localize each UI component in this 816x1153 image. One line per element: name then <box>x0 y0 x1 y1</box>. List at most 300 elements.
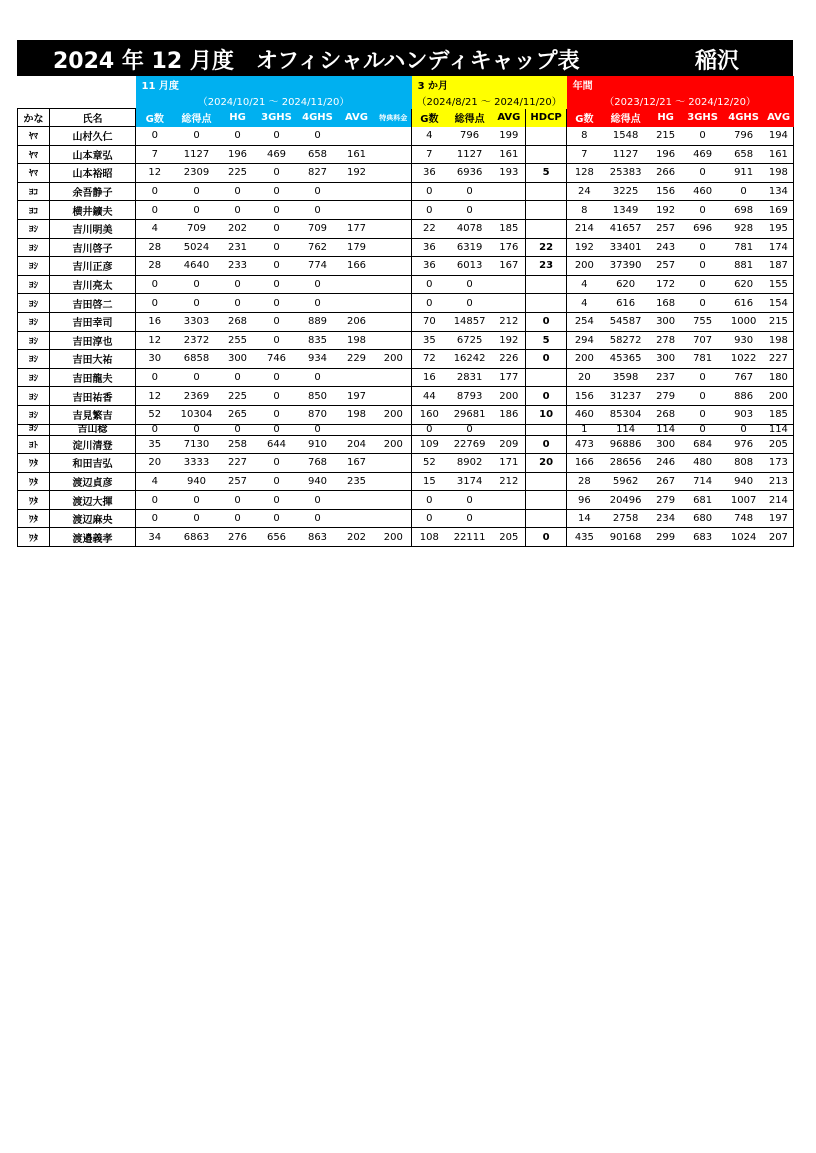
cell-year-value: 198 <box>764 164 794 183</box>
cell-hdcp <box>526 491 567 510</box>
cell-year-value: 134 <box>764 182 794 201</box>
header-name: 氏名 <box>50 109 136 127</box>
cell-year-value: 684 <box>682 435 724 454</box>
cell-month-value: 870 <box>298 405 338 424</box>
cell-month-value: 34 <box>136 528 174 547</box>
cell-month-value <box>376 182 412 201</box>
cell-month-value <box>338 275 376 294</box>
cell-year-value: 174 <box>764 238 794 257</box>
cell-year-value: 234 <box>650 509 682 528</box>
header-month-col: HG <box>220 109 256 127</box>
cell-month-value: 204 <box>338 435 376 454</box>
cell-month-value: 227 <box>220 454 256 473</box>
cell-month-value: 746 <box>256 350 298 369</box>
cell-name: 吉見繁吉 <box>50 405 136 424</box>
cell-year-value: 2758 <box>602 509 650 528</box>
cell-month-value <box>376 424 412 435</box>
cell-month-value: 6863 <box>174 528 220 547</box>
cell-kana: ﾖｼ <box>18 312 50 331</box>
cell-year-value: 881 <box>724 257 764 276</box>
cell-year-value: 707 <box>682 331 724 350</box>
cell-year-value: 1349 <box>602 201 650 220</box>
cell-three-value: 200 <box>493 387 526 406</box>
cell-three-value: 36 <box>412 238 447 257</box>
table-row <box>18 472 794 491</box>
cell-year-value: 266 <box>650 164 682 183</box>
cell-month-value: 1127 <box>174 145 220 164</box>
cell-month-value <box>376 454 412 473</box>
cell-year-value: 681 <box>682 491 724 510</box>
cell-hdcp: 22 <box>526 238 567 257</box>
cell-year-value: 1 <box>567 424 602 435</box>
cell-year-value: 161 <box>764 145 794 164</box>
cell-year-value: 435 <box>567 528 602 547</box>
header-three-col: G数 <box>412 109 447 127</box>
cell-kana: ﾔﾏ <box>18 164 50 183</box>
cell-three-value: 8902 <box>447 454 493 473</box>
cell-year-value: 155 <box>764 275 794 294</box>
cell-year-value: 940 <box>724 472 764 491</box>
cell-year-value: 300 <box>650 350 682 369</box>
cell-year-value: 28656 <box>602 454 650 473</box>
cell-three-value: 226 <box>493 350 526 369</box>
cell-three-value: 161 <box>493 145 526 164</box>
cell-month-value: 0 <box>220 127 256 146</box>
cell-year-value: 0 <box>682 405 724 424</box>
cell-month-value: 0 <box>256 201 298 220</box>
cell-year-value: 698 <box>724 201 764 220</box>
cell-three-value: 52 <box>412 454 447 473</box>
cell-month-value: 0 <box>136 294 174 313</box>
cell-year-value: 0 <box>682 294 724 313</box>
cell-kana: ﾖｺ <box>18 182 50 201</box>
cell-three-value: 16242 <box>447 350 493 369</box>
cell-year-value: 168 <box>650 294 682 313</box>
cell-month-value: 0 <box>136 127 174 146</box>
cell-kana: ﾖｼ <box>18 238 50 257</box>
table-row <box>18 312 794 331</box>
cell-name: 渡邉義孝 <box>50 528 136 547</box>
cell-month-value: 0 <box>256 387 298 406</box>
cell-year-value: 200 <box>567 257 602 276</box>
cell-name: 吉川明美 <box>50 219 136 238</box>
cell-year-value: 8 <box>567 127 602 146</box>
cell-month-value: 200 <box>376 350 412 369</box>
cell-month-value: 0 <box>256 164 298 183</box>
cell-year-value: 114 <box>764 424 794 435</box>
cell-name: 淀川清登 <box>50 435 136 454</box>
cell-year-value: 0 <box>724 424 764 435</box>
cell-name: 余吾静子 <box>50 182 136 201</box>
cell-year-value: 4 <box>567 275 602 294</box>
cell-year-value: 658 <box>724 145 764 164</box>
cell-month-value: 0 <box>220 509 256 528</box>
cell-hdcp <box>526 145 567 164</box>
cell-name: 和田吉弘 <box>50 454 136 473</box>
cell-year-value: 0 <box>682 238 724 257</box>
cell-three-value: 6725 <box>447 331 493 350</box>
cell-month-value: 768 <box>298 454 338 473</box>
cell-year-value: 196 <box>650 145 682 164</box>
cell-month-value <box>376 331 412 350</box>
cell-month-value: 2309 <box>174 164 220 183</box>
cell-kana: ﾖﾄ <box>18 435 50 454</box>
cell-kana: ﾖｼ <box>18 387 50 406</box>
period-month-label: 11 月度 <box>136 76 412 92</box>
cell-month-value: 258 <box>220 435 256 454</box>
cell-hdcp <box>526 424 567 435</box>
cell-month-value: 0 <box>298 182 338 201</box>
cell-month-value: 0 <box>136 424 174 435</box>
cell-year-value: 616 <box>724 294 764 313</box>
cell-name: 山本章弘 <box>50 145 136 164</box>
table-row <box>18 454 794 473</box>
cell-month-value <box>338 294 376 313</box>
cell-year-value: 45365 <box>602 350 650 369</box>
cell-kana: ﾜﾀ <box>18 509 50 528</box>
cell-month-value: 656 <box>256 528 298 547</box>
cell-month-value: 0 <box>298 424 338 435</box>
cell-year-value: 246 <box>650 454 682 473</box>
cell-month-value <box>376 219 412 238</box>
cell-month-value <box>376 472 412 491</box>
cell-name: 渡辺大揮 <box>50 491 136 510</box>
cell-month-value: 0 <box>174 127 220 146</box>
cell-month-value <box>376 491 412 510</box>
period-three-range: （2024/8/21 ～ 2024/11/20） <box>412 92 567 109</box>
cell-month-value: 0 <box>174 182 220 201</box>
cell-year-value: 620 <box>602 275 650 294</box>
header-month-col: 4GHS <box>298 109 338 127</box>
cell-name: 吉田大祐 <box>50 350 136 369</box>
cell-month-value: 200 <box>376 405 412 424</box>
cell-three-value: 22 <box>412 219 447 238</box>
cell-month-value: 5024 <box>174 238 220 257</box>
cell-three-value: 0 <box>412 182 447 201</box>
cell-month-value: 0 <box>298 294 338 313</box>
cell-month-value: 16 <box>136 312 174 331</box>
cell-hdcp <box>526 275 567 294</box>
cell-year-value: 25383 <box>602 164 650 183</box>
cell-month-value: 197 <box>338 387 376 406</box>
cell-year-value: 278 <box>650 331 682 350</box>
cell-three-value: 109 <box>412 435 447 454</box>
cell-month-value: 0 <box>136 491 174 510</box>
cell-year-value: 28 <box>567 472 602 491</box>
cell-year-value: 930 <box>724 331 764 350</box>
cell-year-value: 200 <box>567 350 602 369</box>
cell-year-value: 54587 <box>602 312 650 331</box>
cell-three-value: 185 <box>493 219 526 238</box>
cell-month-value: 0 <box>174 294 220 313</box>
cell-name: 吉山稔 <box>50 424 136 435</box>
table-row <box>18 201 794 220</box>
cell-three-value <box>493 424 526 435</box>
cell-kana: ﾖｼ <box>18 405 50 424</box>
cell-three-value <box>493 509 526 528</box>
header-three-col: 総得点 <box>447 109 493 127</box>
cell-month-value: 255 <box>220 331 256 350</box>
cell-year-value: 480 <box>682 454 724 473</box>
cell-year-value: 197 <box>764 509 794 528</box>
cell-month-value: 166 <box>338 257 376 276</box>
cell-year-value: 714 <box>682 472 724 491</box>
cell-year-value: 911 <box>724 164 764 183</box>
cell-month-value: 229 <box>338 350 376 369</box>
cell-month-value: 0 <box>220 182 256 201</box>
cell-hdcp <box>526 201 567 220</box>
cell-year-value: 169 <box>764 201 794 220</box>
cell-three-value: 167 <box>493 257 526 276</box>
cell-hdcp: 0 <box>526 435 567 454</box>
cell-year-value: 257 <box>650 219 682 238</box>
cell-year-value: 0 <box>682 387 724 406</box>
cell-month-value: 7 <box>136 145 174 164</box>
cell-month-value: 0 <box>220 275 256 294</box>
cell-year-value: 1127 <box>602 145 650 164</box>
cell-year-value: 0 <box>682 164 724 183</box>
cell-month-value: 0 <box>136 368 174 387</box>
cell-month-value: 0 <box>298 127 338 146</box>
table-row <box>18 368 794 387</box>
cell-month-value: 0 <box>174 509 220 528</box>
cell-year-value: 0 <box>682 257 724 276</box>
cell-year-value: 460 <box>682 182 724 201</box>
cell-three-value: 36 <box>412 164 447 183</box>
cell-month-value <box>376 238 412 257</box>
cell-month-value: 7130 <box>174 435 220 454</box>
cell-three-value: 0 <box>447 509 493 528</box>
header-year-col: AVG <box>764 109 794 127</box>
cell-year-value: 180 <box>764 368 794 387</box>
cell-year-value: 7 <box>567 145 602 164</box>
cell-hdcp: 10 <box>526 405 567 424</box>
cell-three-value: 192 <box>493 331 526 350</box>
cell-three-value: 14857 <box>447 312 493 331</box>
cell-three-value: 0 <box>447 201 493 220</box>
cell-three-value: 177 <box>493 368 526 387</box>
cell-month-value: 52 <box>136 405 174 424</box>
cell-month-value: 0 <box>298 368 338 387</box>
cell-year-value: 5962 <box>602 472 650 491</box>
cell-year-value: 192 <box>650 201 682 220</box>
cell-year-value: 37390 <box>602 257 650 276</box>
cell-hdcp: 20 <box>526 454 567 473</box>
cell-month-value: 198 <box>338 405 376 424</box>
cell-month-value: 233 <box>220 257 256 276</box>
cell-month-value: 0 <box>256 182 298 201</box>
cell-month-value: 161 <box>338 145 376 164</box>
cell-hdcp <box>526 127 567 146</box>
cell-month-value: 3303 <box>174 312 220 331</box>
cell-month-value: 35 <box>136 435 174 454</box>
cell-kana: ﾖｺ <box>18 201 50 220</box>
cell-month-value <box>338 127 376 146</box>
table-row <box>18 127 794 146</box>
cell-month-value: 202 <box>220 219 256 238</box>
cell-kana: ﾜﾀ <box>18 528 50 547</box>
cell-year-value: 0 <box>682 368 724 387</box>
cell-three-value: 0 <box>412 509 447 528</box>
cell-year-value: 1022 <box>724 350 764 369</box>
cell-month-value: 934 <box>298 350 338 369</box>
table-row <box>18 275 794 294</box>
cell-month-value: 850 <box>298 387 338 406</box>
cell-hdcp: 5 <box>526 331 567 350</box>
cell-year-value: 808 <box>724 454 764 473</box>
cell-three-value: 205 <box>493 528 526 547</box>
cell-year-value: 257 <box>650 257 682 276</box>
cell-year-value: 300 <box>650 435 682 454</box>
cell-year-value: 3598 <box>602 368 650 387</box>
cell-hdcp <box>526 294 567 313</box>
cell-month-value: 0 <box>174 201 220 220</box>
cell-year-value: 0 <box>724 182 764 201</box>
cell-year-value: 886 <box>724 387 764 406</box>
cell-month-value: 28 <box>136 257 174 276</box>
table-row <box>18 182 794 201</box>
cell-year-value: 620 <box>724 275 764 294</box>
cell-year-value: 616 <box>602 294 650 313</box>
cell-year-value: 96 <box>567 491 602 510</box>
cell-year-value: 154 <box>764 294 794 313</box>
cell-month-value: 709 <box>174 219 220 238</box>
cell-hdcp <box>526 368 567 387</box>
cell-year-value: 41657 <box>602 219 650 238</box>
cell-month-value: 658 <box>298 145 338 164</box>
cell-year-value: 976 <box>724 435 764 454</box>
cell-month-value <box>376 275 412 294</box>
cell-year-value: 85304 <box>602 405 650 424</box>
cell-hdcp: 0 <box>526 350 567 369</box>
cell-year-value: 279 <box>650 491 682 510</box>
cell-month-value: 265 <box>220 405 256 424</box>
cell-three-value: 2831 <box>447 368 493 387</box>
cell-three-value: 22769 <box>447 435 493 454</box>
cell-month-value <box>338 201 376 220</box>
cell-year-value: 0 <box>682 127 724 146</box>
cell-month-value: 231 <box>220 238 256 257</box>
cell-hdcp: 5 <box>526 164 567 183</box>
cell-month-value: 0 <box>256 275 298 294</box>
cell-year-value: 207 <box>764 528 794 547</box>
cell-year-value: 213 <box>764 472 794 491</box>
cell-name: 渡辺貞彦 <box>50 472 136 491</box>
table-row <box>18 238 794 257</box>
cell-month-value: 225 <box>220 164 256 183</box>
cell-month-value: 940 <box>174 472 220 491</box>
cell-month-value: 196 <box>220 145 256 164</box>
page-title: 2024 年 12 月度 オフィシャルハンディキャップ表 <box>53 49 580 74</box>
table-row <box>18 331 794 350</box>
cell-three-value: 6936 <box>447 164 493 183</box>
cell-year-value: 14 <box>567 509 602 528</box>
cell-month-value: 3333 <box>174 454 220 473</box>
cell-kana: ﾜﾀ <box>18 472 50 491</box>
cell-month-value: 4 <box>136 219 174 238</box>
cell-three-value: 0 <box>412 424 447 435</box>
table-row <box>18 509 794 528</box>
cell-year-value: 194 <box>764 127 794 146</box>
header-month-col: G数 <box>136 109 174 127</box>
cell-month-value: 2369 <box>174 387 220 406</box>
cell-year-value: 683 <box>682 528 724 547</box>
table-row <box>18 405 794 424</box>
cell-name: 渡辺麻央 <box>50 509 136 528</box>
cell-three-value: 7 <box>412 145 447 164</box>
cell-year-value: 195 <box>764 219 794 238</box>
cell-year-value: 748 <box>724 509 764 528</box>
cell-year-value: 1000 <box>724 312 764 331</box>
cell-month-value <box>338 424 376 435</box>
cell-kana: ﾖｼ <box>18 219 50 238</box>
cell-year-value: 696 <box>682 219 724 238</box>
cell-month-value: 644 <box>256 435 298 454</box>
cell-three-value: 0 <box>447 294 493 313</box>
cell-three-value: 0 <box>412 491 447 510</box>
cell-three-value: 0 <box>447 275 493 294</box>
cell-kana: ﾖｼ <box>18 294 50 313</box>
cell-three-value: 3174 <box>447 472 493 491</box>
cell-year-value: 469 <box>682 145 724 164</box>
cell-three-value: 0 <box>447 491 493 510</box>
cell-name: 吉田啓二 <box>50 294 136 313</box>
cell-year-value: 0 <box>682 424 724 435</box>
cell-month-value <box>376 387 412 406</box>
cell-year-value: 20496 <box>602 491 650 510</box>
cell-year-value: 781 <box>682 350 724 369</box>
cell-three-value: 6013 <box>447 257 493 276</box>
table-row <box>18 145 794 164</box>
cell-month-value: 10304 <box>174 405 220 424</box>
table-row <box>18 528 794 547</box>
cell-month-value: 762 <box>298 238 338 257</box>
header-kana: かな <box>18 109 50 127</box>
cell-month-value: 167 <box>338 454 376 473</box>
cell-year-value: 1024 <box>724 528 764 547</box>
cell-year-value: 227 <box>764 350 794 369</box>
cell-three-value: 15 <box>412 472 447 491</box>
header-year-col: 3GHS <box>682 109 724 127</box>
cell-hdcp <box>526 509 567 528</box>
cell-year-value: 254 <box>567 312 602 331</box>
cell-name: 山村久仁 <box>50 127 136 146</box>
cell-year-value: 172 <box>650 275 682 294</box>
table-row <box>18 387 794 406</box>
cell-year-value: 173 <box>764 454 794 473</box>
cell-name: 吉田龍夫 <box>50 368 136 387</box>
cell-month-value: 225 <box>220 387 256 406</box>
cell-year-value: 156 <box>650 182 682 201</box>
cell-hdcp: 0 <box>526 528 567 547</box>
handicap-table <box>17 76 794 547</box>
cell-three-value: 36 <box>412 257 447 276</box>
cell-month-value: 0 <box>256 294 298 313</box>
cell-month-value: 4 <box>136 472 174 491</box>
cell-year-value: 166 <box>567 454 602 473</box>
cell-year-value: 755 <box>682 312 724 331</box>
cell-year-value: 8 <box>567 201 602 220</box>
cell-year-value: 473 <box>567 435 602 454</box>
cell-year-value: 903 <box>724 405 764 424</box>
cell-year-value: 0 <box>682 275 724 294</box>
column-header-row <box>18 109 794 127</box>
cell-month-value: 0 <box>256 331 298 350</box>
cell-month-value: 198 <box>338 331 376 350</box>
cell-month-value: 4640 <box>174 257 220 276</box>
cell-month-value: 12 <box>136 331 174 350</box>
cell-year-value: 156 <box>567 387 602 406</box>
